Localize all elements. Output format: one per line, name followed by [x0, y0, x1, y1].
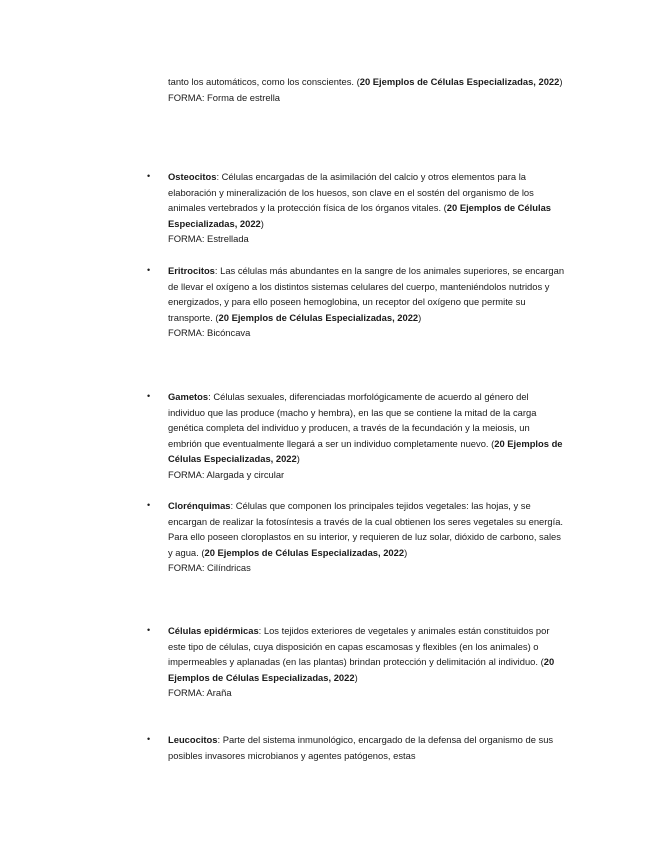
item-term: Gametos [168, 391, 209, 402]
bullet-icon: • [147, 171, 151, 181]
list-item-leucocitos [147, 732, 566, 763]
intro-close: ) [559, 76, 563, 87]
item-text [168, 389, 566, 467]
intro-forma: FORMA: Forma de estrella [168, 91, 281, 103]
item-text [168, 732, 566, 763]
item-forma: FORMA: Estrellada [168, 233, 249, 245]
item-close: ) [418, 311, 422, 323]
list-item-osteocitos [147, 169, 566, 247]
item-close: ) [296, 453, 300, 465]
list-item-eritrocitos [147, 263, 566, 341]
bullet-icon: • [147, 265, 151, 275]
item-forma: FORMA: Araña [168, 687, 232, 699]
intro-body: tanto los automáticos, como los conscientes. ( [168, 76, 360, 87]
item-term: Clorénquimas [168, 500, 231, 511]
bullet-icon: • [147, 734, 151, 744]
item-term: Eritrocitos [168, 265, 215, 276]
intro-paragraph [168, 74, 566, 105]
list-item-clorenquimas [147, 498, 566, 576]
item-text [168, 498, 566, 560]
intro-citation: 20 Ejemplos de Células Especializadas, 2022 [359, 76, 560, 87]
item-term: Osteocitos [168, 171, 217, 182]
item-body: : Células que componen los principales tejidos vegetales: las hojas, y se encargan de realizar la fotosíntesis a través de la cual obtienen los seres vegetales su energía. Para ello poseen cloroplastos en su interior, y requieren de luz solar, dióxido de carbono, sales y agua. ( [168, 500, 564, 558]
item-body: : Los tejidos exteriores de vegetales y animales están constituidos por este tipo de células, cuya disposición en capas escamosas y flexibles (en los animales) o impermeables y aplanadas (en las plantas) brindan protección y delimitación al individuo. ( [168, 625, 550, 668]
item-close: ) [354, 671, 358, 683]
item-citation: 20 Ejemplos de Células Especializadas, 2022 [218, 311, 419, 323]
item-close: ) [260, 217, 264, 229]
item-text [168, 623, 566, 685]
bullet-icon: • [147, 391, 151, 401]
item-forma: FORMA: Alargada y circular [168, 468, 285, 480]
item-body: : Células encargadas de la asimilación del calcio y otros elementos para la elaboración y mineralización de los huesos, son clave en el sostén del organismo de los animales vertebrados y la protección física de los órganos vitales. ( [168, 171, 534, 214]
bullet-icon: • [147, 625, 151, 635]
item-close: ) [404, 546, 408, 558]
item-body: : Parte del sistema inmunológico, encargado de la defensa del organismo de sus posibles invasores microbianos y agentes patógenos, estas [168, 734, 554, 761]
item-forma: FORMA: Bicóncava [168, 327, 251, 339]
item-body: : Células sexuales, diferenciadas morfológicamente de acuerdo al género del individuo que las produce (macho y hembra), en las que se contiene la mitad de la carga genética completa del individuo y producen, a través de la fecundación y la meiosis, un embrión que eventualmente llegará a ser un individuo completamente nuevo. ( [168, 391, 537, 449]
item-citation: 20 Ejemplos de Células Especializadas, 2022 [204, 546, 405, 558]
bullet-icon: • [147, 500, 151, 510]
list-item-gametos [147, 389, 566, 483]
item-body: : Las células más abundantes en la sangre de los animales superiores, se encargan de llevar el oxígeno a los distintos sistemas celulares del cuerpo, manteniéndolos nutridos y energizados, y para ello poseen hemoglobina, un receptor del oxígeno que permite su transporte. ( [168, 265, 565, 323]
item-term: Células epidérmicas [168, 625, 259, 636]
item-forma: FORMA: Cilíndricas [168, 562, 251, 574]
intro-text [168, 74, 566, 90]
item-text [168, 263, 566, 325]
item-citation: 20 Ejemplos de Células Especializadas, 2022 [168, 202, 552, 229]
item-citation: 20 Ejemplos de Células Especializadas, 2022 [168, 656, 555, 683]
item-text [168, 169, 566, 231]
item-term: Leucocitos [168, 734, 218, 745]
list-item-celulas-epidermicas [147, 623, 566, 701]
item-citation: 20 Ejemplos de Células Especializadas, 2022 [168, 437, 563, 465]
